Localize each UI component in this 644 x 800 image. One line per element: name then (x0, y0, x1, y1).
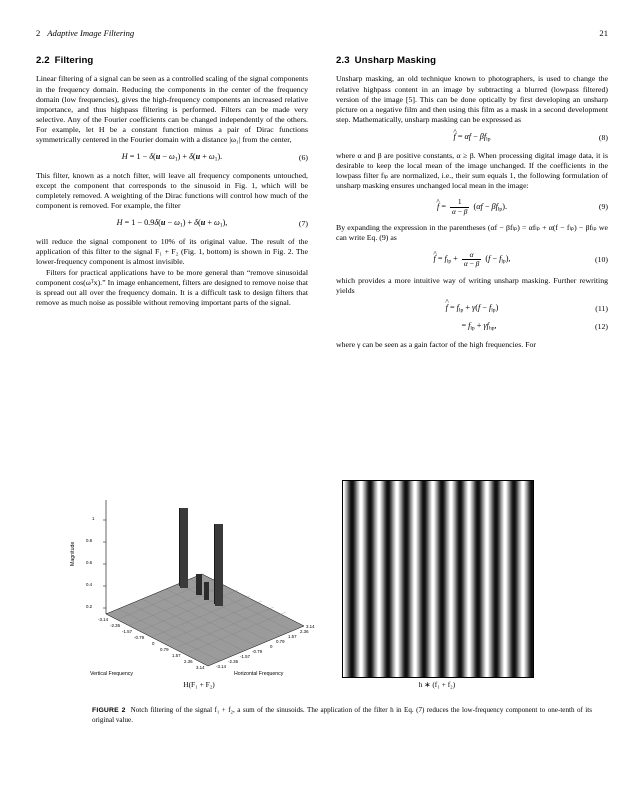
y-tick--2.36: -2.36 (228, 659, 239, 664)
figure-caption-text: Notch filtering of the signal f₁ + f₂, a sum of the sinusoids. The application of the filter h in Eq. (7) reduces the low-frequency component to one-tenth of its original value. (92, 706, 592, 724)
x-tick-2.36: 2.36 (184, 659, 193, 664)
x-tick--3.14: -3.14 (98, 617, 109, 622)
notch-filter-surface-plot (70, 478, 315, 678)
section-heading-unsharp-masking (336, 55, 608, 67)
equation-12: = $f_{lp} + \gamma f_{hp}$, (12) (461, 321, 608, 332)
z-tick-0.8: 0.8 (86, 538, 93, 543)
right-column (336, 55, 608, 350)
equation-11: f ^ = $f_{lp} + \gamma(f - f_{lp})$ (11) (336, 303, 608, 315)
equation-6-tag: (6) (298, 153, 308, 163)
paragraph-unsharp-4: which provides a more intuitive way of writing unsharp masking. Further rewriting yields (336, 275, 608, 295)
z-tick-0.4: 0.4 (86, 582, 93, 587)
figure-2 (36, 478, 608, 724)
paragraph-unsharp-1: Unsharp masking, an old technique known to photographers, is used to change the relative highpass content in an image by subtracting a blurred (lowpass filtered) version of the image [5]. This can be done optically by first developing an unsharp picture on a negative film and then using this film as a mask in a second development step. Mathematically, unsharp masking can be expressed as (336, 74, 608, 124)
equation-11-tag: (11) (595, 303, 608, 313)
paragraph-filtering-1: Linear filtering of a signal can be seen as a controlled scaling of the signal components in the frequency domain. Reducing the components in the center of the frequency domain (low frequencies), gives the high-frequency components an increased relative importance, and thus highpass filtering is performed. Filters can be made very selective. Any of the Fourier coefficients can be changed independently of the others. For example, let H be a constant function minus a pair of Dirac functions symmetrically centered in the Fourier domain with a distance |ω₁| from the center, (36, 74, 308, 145)
sinusoid-pattern (343, 481, 533, 677)
y-axis-label: Horizontal Frequency (234, 671, 284, 677)
equation-8: f ^ = $\alpha f - \beta f_{lp}$ (8) (336, 132, 608, 144)
x-axis-label: Vertical Frequency (90, 671, 133, 677)
x-tick-0.79: 0.79 (160, 647, 169, 652)
y-tick-1.57: 1.57 (288, 634, 297, 639)
equation-10: f ^ = $f_{lp}$ + $\frac{\alpha}{\alpha - \beta}$ $(f - f_{lp})$, (10) (336, 251, 608, 269)
running-header (36, 28, 608, 38)
paragraph-unsharp-5: where γ can be seen as a gain factor of the high frequencies. For (336, 340, 537, 350)
page-number: 21 (599, 28, 608, 38)
section-number: 2.3 (336, 55, 350, 66)
paragraph-filtering-2: This filter, known as a notch filter, will leave all frequency components untouched, except the component that corresponds to the sinusoid in Fig. 1, which will be completely removed. A weighting of the Dirac functions will control how much of the component is removed. For example, the filter (36, 170, 308, 211)
z-tick-0.6: 0.6 (86, 560, 93, 565)
equation-7: $H = 1 - 0.9\delta(u - \omega_1) + \delta(u + \omega_1)$, (7) (116, 218, 308, 229)
z-axis-label: Magnitude (70, 541, 76, 566)
equation-8-tag: (8) (598, 132, 608, 142)
header-chapter-number: 2 (36, 28, 41, 38)
paragraph-unsharp-2: where α and β are positive constants, α ≥ β. When processing digital image data, it is desirable to keep the local mean of the image unchanged. If the coefficients in the lowpass filter fₗₚ are normalized, i.e., their sum equals 1, the following formulation of unsharp masking ensures unchanged local mean in the image: (336, 150, 608, 191)
equation-9: f ^ = $\frac{1}{\alpha - \beta}$ $(\alpha f - \beta f_{lp})$. (9) (336, 198, 608, 216)
section-number: 2.2 (36, 55, 50, 66)
x-tick-1.57: 1.57 (172, 653, 181, 658)
y-tick-3.14: 3.14 (306, 624, 315, 629)
surface-plot-svg (84, 478, 314, 678)
paragraph-filtering-3: will reduce the signal component to 10% of its original value. The result of the application of this filter to the signal F₁ + F₂ (Fig. 1, bottom) is shown in Fig. 2. The lower-frequency component is almost invisible. (36, 237, 308, 267)
section-title: Unsharp Masking (354, 55, 437, 66)
y-tick-0: 0 (270, 644, 273, 649)
equation-10-tag: (10) (595, 254, 608, 264)
x-tick--0.79: -0.79 (134, 635, 145, 640)
equation-7-tag: (7) (298, 219, 308, 229)
paragraph-unsharp-3: By expanding the expression in the parentheses (αf − βfₗₚ) = αfₗₚ + α(f − fₗₚ) − βfₗₚ we can write Eq. (9) as (336, 223, 608, 243)
equation-9-tag: (9) (598, 202, 608, 212)
equation-12-tag: (12) (595, 322, 608, 332)
x-tick--2.36: -2.36 (110, 623, 121, 628)
figure-label: FIGURE 2 (92, 707, 126, 714)
y-tick--0.79: -0.79 (252, 649, 263, 654)
section-title: Filtering (54, 55, 94, 66)
x-tick-3.14: 3.14 (196, 665, 205, 670)
filtered-sinusoid-image (342, 480, 534, 678)
y-tick--1.57: -1.57 (240, 654, 251, 659)
figure-panels (36, 478, 608, 693)
section-heading-filtering (36, 55, 308, 67)
equation-6: $H = 1 - \delta(u - \omega_1) + \delta(u + \omega_1)$. (6) (121, 152, 308, 163)
y-tick-0.79: 0.79 (276, 639, 285, 644)
y-tick--3.14: -3.14 (216, 664, 227, 669)
left-panel-caption: H(F₁ + F₂) (183, 680, 215, 689)
paragraph-filtering-4: Filters for practical applications have to be more general than “remove sinusoidal component cos(ωᵀx).” In image enhancement, filters are designed to remove noise that is spread out all over the frequency domain. It is a difficult task to design filters that remove as much noise as possible without removing important parts of the signal. (36, 267, 308, 307)
z-tick-1: 1 (92, 516, 95, 521)
header-chapter-title: Adaptive Image Filtering (47, 28, 135, 38)
right-panel-caption: h ∗ (f₁ + f₂) (418, 680, 456, 689)
z-tick-0.2: 0.2 (86, 604, 93, 609)
x-tick-0: 0 (152, 641, 155, 646)
figure-caption (92, 706, 592, 725)
y-tick-2.36: 2.36 (300, 629, 309, 634)
x-tick--1.57: -1.57 (122, 629, 133, 634)
left-column (36, 55, 308, 308)
